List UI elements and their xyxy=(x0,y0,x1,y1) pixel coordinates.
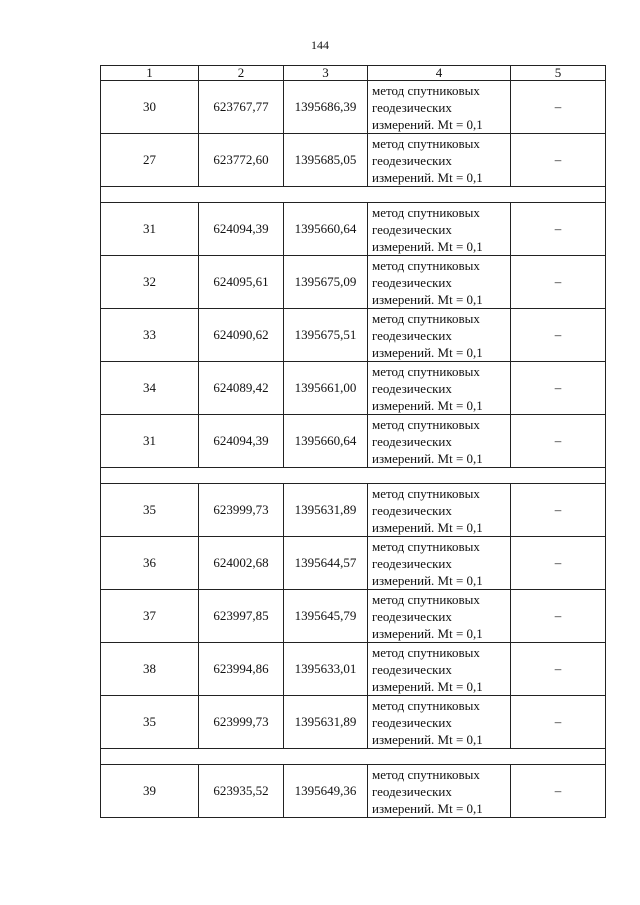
method-text-line: геодезических xyxy=(372,152,452,168)
method-text-line: метод спутниковых xyxy=(372,697,480,713)
method-text-line: измерений. Mt = 0,1 xyxy=(372,678,483,694)
point-number-cell: 36 xyxy=(101,537,199,590)
table-row xyxy=(101,537,606,590)
method-text-line: измерений. Mt = 0,1 xyxy=(372,116,483,132)
group-separator-cell xyxy=(101,468,606,484)
y-coordinate-cell: 1395675,51 xyxy=(284,309,368,362)
method-text-line: измерений. Mt = 0,1 xyxy=(372,800,483,816)
method-cell xyxy=(368,643,511,696)
x-coordinate-cell: 624090,62 xyxy=(199,309,284,362)
note-cell: – xyxy=(511,309,606,362)
page-number: 144 xyxy=(311,38,329,52)
method-cell xyxy=(368,256,511,309)
y-coordinate-cell: 1395631,89 xyxy=(284,484,368,537)
x-coordinate-cell: 623994,86 xyxy=(199,643,284,696)
column-header-2: 2 xyxy=(199,66,284,81)
header-row xyxy=(101,66,606,81)
y-coordinate-cell: 1395686,39 xyxy=(284,81,368,134)
method-cell xyxy=(368,134,511,187)
method-text-line: метод спутниковых xyxy=(372,485,480,501)
note-cell: – xyxy=(511,643,606,696)
x-coordinate-cell: 624089,42 xyxy=(199,362,284,415)
note-cell: – xyxy=(511,415,606,468)
x-coordinate-cell: 623999,73 xyxy=(199,696,284,749)
x-coordinate-cell: 624002,68 xyxy=(199,537,284,590)
y-coordinate-cell: 1395675,09 xyxy=(284,256,368,309)
group-separator-row xyxy=(101,187,606,203)
x-coordinate-cell: 623997,85 xyxy=(199,590,284,643)
note-cell: – xyxy=(511,134,606,187)
group-separator-cell xyxy=(101,749,606,765)
y-coordinate-cell: 1395660,64 xyxy=(284,415,368,468)
method-cell xyxy=(368,537,511,590)
column-header-1: 1 xyxy=(101,66,199,81)
method-text-line: метод спутниковых xyxy=(372,538,480,554)
note-cell: – xyxy=(511,256,606,309)
note-cell: – xyxy=(511,484,606,537)
method-cell xyxy=(368,765,511,818)
method-text-line: измерений. Mt = 0,1 xyxy=(372,291,483,307)
point-number-cell: 39 xyxy=(101,765,199,818)
x-coordinate-cell: 623772,60 xyxy=(199,134,284,187)
method-text-line: измерений. Mt = 0,1 xyxy=(372,450,483,466)
table-row xyxy=(101,590,606,643)
x-coordinate-cell: 623935,52 xyxy=(199,765,284,818)
method-text-line: геодезических xyxy=(372,555,452,571)
x-coordinate-cell: 623767,77 xyxy=(199,81,284,134)
table-row xyxy=(101,765,606,818)
method-cell xyxy=(368,203,511,256)
method-text-line: метод спутниковых xyxy=(372,591,480,607)
y-coordinate-cell: 1395644,57 xyxy=(284,537,368,590)
method-cell xyxy=(368,590,511,643)
y-coordinate-cell: 1395685,05 xyxy=(284,134,368,187)
note-cell: – xyxy=(511,203,606,256)
method-cell xyxy=(368,81,511,134)
y-coordinate-cell: 1395631,89 xyxy=(284,696,368,749)
table-row xyxy=(101,256,606,309)
method-text-line: метод спутниковых xyxy=(372,257,480,273)
point-number-cell: 31 xyxy=(101,415,199,468)
method-cell xyxy=(368,309,511,362)
column-header-3: 3 xyxy=(284,66,368,81)
method-text-line: измерений. Mt = 0,1 xyxy=(372,344,483,360)
table-row xyxy=(101,696,606,749)
method-text-line: измерений. Mt = 0,1 xyxy=(372,238,483,254)
method-text-line: измерений. Mt = 0,1 xyxy=(372,169,483,185)
point-number-cell: 27 xyxy=(101,134,199,187)
method-text-line: измерений. Mt = 0,1 xyxy=(372,397,483,413)
method-text-line: геодезических xyxy=(372,327,452,343)
point-number-cell: 35 xyxy=(101,696,199,749)
y-coordinate-cell: 1395645,79 xyxy=(284,590,368,643)
method-cell xyxy=(368,484,511,537)
point-number-cell: 33 xyxy=(101,309,199,362)
note-cell: – xyxy=(511,362,606,415)
group-separator-row xyxy=(101,749,606,765)
note-cell: – xyxy=(511,537,606,590)
point-number-cell: 31 xyxy=(101,203,199,256)
point-number-cell: 38 xyxy=(101,643,199,696)
table-row xyxy=(101,415,606,468)
note-cell: – xyxy=(511,765,606,818)
method-text-line: метод спутниковых xyxy=(372,135,480,151)
x-coordinate-cell: 624094,39 xyxy=(199,415,284,468)
method-text-line: метод спутниковых xyxy=(372,416,480,432)
method-text-line: метод спутниковых xyxy=(372,766,480,782)
table-row xyxy=(101,203,606,256)
method-text-line: метод спутниковых xyxy=(372,310,480,326)
method-text-line: геодезических xyxy=(372,380,452,396)
table-row xyxy=(101,362,606,415)
x-coordinate-cell: 624094,39 xyxy=(199,203,284,256)
table-row xyxy=(101,134,606,187)
point-number-cell: 30 xyxy=(101,81,199,134)
method-text-line: геодезических xyxy=(372,502,452,518)
method-text-line: метод спутниковых xyxy=(372,82,480,98)
method-cell xyxy=(368,362,511,415)
note-cell: – xyxy=(511,696,606,749)
method-cell xyxy=(368,415,511,468)
method-text-line: метод спутниковых xyxy=(372,644,480,660)
method-text-line: геодезических xyxy=(372,783,452,799)
y-coordinate-cell: 1395649,36 xyxy=(284,765,368,818)
method-text-line: геодезических xyxy=(372,433,452,449)
method-text-line: геодезических xyxy=(372,608,452,624)
method-text-line: геодезических xyxy=(372,714,452,730)
y-coordinate-cell: 1395633,01 xyxy=(284,643,368,696)
method-text-line: геодезических xyxy=(372,221,452,237)
x-coordinate-cell: 623999,73 xyxy=(199,484,284,537)
method-text-line: измерений. Mt = 0,1 xyxy=(372,625,483,641)
method-text-line: геодезических xyxy=(372,274,452,290)
table-row xyxy=(101,484,606,537)
method-text-line: геодезических xyxy=(372,99,452,115)
x-coordinate-cell: 624095,61 xyxy=(199,256,284,309)
group-separator-cell xyxy=(101,187,606,203)
table-row xyxy=(101,309,606,362)
coordinates-table-body xyxy=(101,66,606,818)
method-cell xyxy=(368,696,511,749)
point-number-cell: 32 xyxy=(101,256,199,309)
coordinates-table xyxy=(100,65,606,818)
point-number-cell: 37 xyxy=(101,590,199,643)
y-coordinate-cell: 1395661,00 xyxy=(284,362,368,415)
method-text-line: измерений. Mt = 0,1 xyxy=(372,572,483,588)
table-row xyxy=(101,81,606,134)
column-header-5: 5 xyxy=(511,66,606,81)
method-text-line: измерений. Mt = 0,1 xyxy=(372,731,483,747)
method-text-line: измерений. Mt = 0,1 xyxy=(372,519,483,535)
point-number-cell: 34 xyxy=(101,362,199,415)
note-cell: – xyxy=(511,590,606,643)
method-text-line: метод спутниковых xyxy=(372,204,480,220)
method-text-line: геодезических xyxy=(372,661,452,677)
group-separator-row xyxy=(101,468,606,484)
note-cell: – xyxy=(511,81,606,134)
method-text-line: метод спутниковых xyxy=(372,363,480,379)
y-coordinate-cell: 1395660,64 xyxy=(284,203,368,256)
point-number-cell: 35 xyxy=(101,484,199,537)
table-row xyxy=(101,643,606,696)
column-header-4: 4 xyxy=(368,66,511,81)
